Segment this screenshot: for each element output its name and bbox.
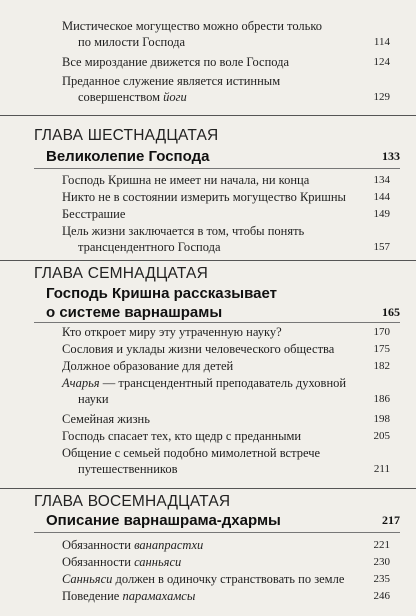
entry-title-cont: по милости Господа [78,35,186,49]
entry-title-cont: науки [78,392,109,406]
entry-italic: санньяси [134,555,182,569]
page-number: 157 [373,241,390,253]
entry-title: Никто не в состоянии измерить могущество Кришны [62,190,346,204]
page-number: 230 [373,556,390,568]
section-title [46,147,400,166]
toc-entry [62,206,400,222]
page-number: 144 [373,191,390,203]
page-number: 124 [373,56,390,68]
toc-entry [62,411,400,427]
entry-title: Кто откроет миру эту утраченную науку? [62,325,282,339]
entry-title: Семейная жизнь [62,412,150,426]
section-title-text: Великолепие Господа [46,148,210,165]
entry-title: Господь Кришна не имеет ни начала, ни конца [62,173,310,187]
toc-entry [62,73,400,105]
chapter-heading: ГЛАВА СЕМНАДЦАТАЯ [34,265,208,282]
entry-title: Господь спасает тех, кто щедр с преданными [62,429,302,443]
entry-italic: ванапрастхи [134,538,204,552]
section-title [46,511,400,530]
entry-title: Все мироздание движется по воле Господа [62,55,290,69]
section-title [46,284,400,322]
page-number: 205 [373,430,390,442]
toc-entry [62,189,400,205]
toc-entry: Санньяси должен в одиночку странствовать по земле 235 [62,572,390,586]
page-number: 217 [382,513,400,527]
toc-entry: Ачарья — трансцендентный преподаватель духовной науки 186 [62,376,390,406]
divider [0,488,416,489]
entry-italic: Санньяси [62,572,113,586]
section-rule [34,532,400,533]
toc-entry [62,428,400,444]
page-number: 129 [373,91,390,103]
toc-entry [62,341,400,357]
toc-entry: Поведение парамахамсы 246 [62,589,390,603]
section-title-line1: Господь Кришна рассказывает [46,285,277,302]
entry-title: Должное образование для детей [62,359,234,373]
entry-title: Цель жизни заключается в том, чтобы понять [62,224,305,238]
page-number: 170 [373,326,390,338]
page-number: 198 [373,413,390,425]
page-number: 235 [373,573,390,585]
page-number: 133 [382,149,400,163]
toc-entry [62,223,400,255]
toc-entry [62,445,400,477]
toc-entry [62,18,400,50]
page-number: 186 [373,393,390,405]
page-number: 134 [373,174,390,186]
entry-title-cont: совершенством [78,90,164,104]
entry-title: Бесстрашие [62,207,126,221]
toc-entry [62,172,400,188]
section-rule [34,168,400,169]
divider [0,115,416,116]
page-number: 114 [373,36,390,48]
section-title-line2: о системе варнашрамы [46,304,223,321]
entry-title: Преданное служение является истинным [62,74,281,88]
page-number: 211 [373,463,390,475]
page-number: 149 [373,208,390,220]
chapter-heading: ГЛАВА ВОСЕМНАДЦАТАЯ [34,493,231,510]
entry-italic: Ачарья [62,376,100,390]
entry-title-cont: путешественников [78,462,178,476]
toc-entry [62,358,400,374]
entry-title: Сословия и уклады жизни человеческого общества [62,342,335,356]
toc-entry [62,324,400,340]
section-title-text: Описание варнашрама-дхармы [46,512,281,529]
toc-entry: Обязанности ванапрастхи 221 [62,538,390,552]
page-number: 182 [373,360,390,372]
section-rule [34,322,400,323]
chapter-heading: ГЛАВА ШЕСТНАДЦАТАЯ [34,127,219,144]
toc-entry [62,54,400,70]
divider [0,260,416,261]
entry-title: Мистическое могущество можно обрести только [62,19,323,33]
page-number: 246 [373,590,390,602]
entry-title: Общение с семьей подобно мимолетной встрече [62,446,321,460]
page-number: 221 [373,539,390,551]
entry-italic: йоги [163,90,187,104]
page-number: 175 [373,343,390,355]
entry-title-cont: трансцендентного Господа [78,240,221,254]
toc-entry: Обязанности санньяси 230 [62,555,390,569]
page-number: 165 [382,305,400,319]
entry-italic: парамахамсы [122,589,196,603]
